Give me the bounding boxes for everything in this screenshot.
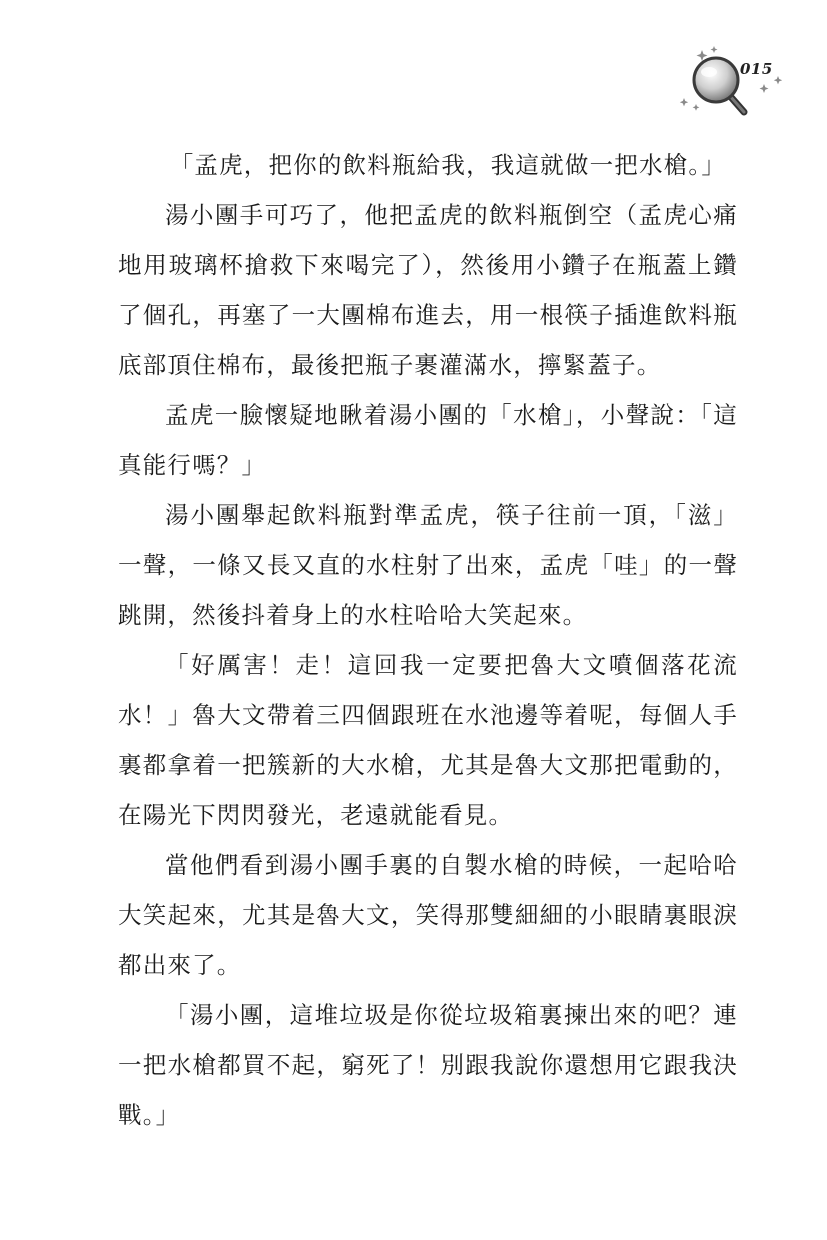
paragraph: 湯小團手可巧了，他把孟虎的飲料瓶倒空（孟虎心痛地用玻璃杯搶救下來喝完了），然後用小鑽子在瓶蓋上鑽了個孔，再塞了一大團棉布進去，用一根筷子插進飲料瓶底部頂住棉布，最後把瓶子裹灌滿水，擰緊蓋子。 — [118, 201, 738, 379]
paragraph: 「好厲害！走！這回我一定要把魯大文噴個落花流水！」魯大文帶着三四個跟班在水池邊等着呢，每個人手裏都拿着一把簇新的大水槍，尤其是魯大文那把電動的，在陽光下閃閃發光，老遠就能看見。 — [118, 651, 738, 829]
body-text — [118, 140, 738, 1140]
paragraph: 孟虎一臉懷疑地瞅着湯小團的「水槍」，小聲說：「這真能行嗎？」 — [118, 401, 738, 479]
paragraph: 「湯小團，這堆垃圾是你從垃圾箱裏揀出來的吧？連一把水槍都買不起，窮死了！別跟我說你還想用它跟我決戰。」 — [118, 1001, 738, 1129]
paragraph: 「孟虎，把你的飲料瓶給我，我這就做一把水槍。」 — [169, 151, 727, 179]
paragraph: 湯小團舉起飲料瓶對準孟虎，筷子往前一頂，「滋」一聲，一條又長又直的水柱射了出來，孟虎「哇」的一聲跳開，然後抖着身上的水柱哈哈大笑起來。 — [118, 501, 738, 629]
page-number: 015 — [740, 60, 773, 78]
magnifying-glass-icon — [672, 44, 787, 116]
paragraph: 當他們看到湯小團手裏的自製水槍的時候，一起哈哈大笑起來，尤其是魯大文，笑得那雙細細的小眼睛裏眼淚都出來了。 — [118, 851, 738, 979]
